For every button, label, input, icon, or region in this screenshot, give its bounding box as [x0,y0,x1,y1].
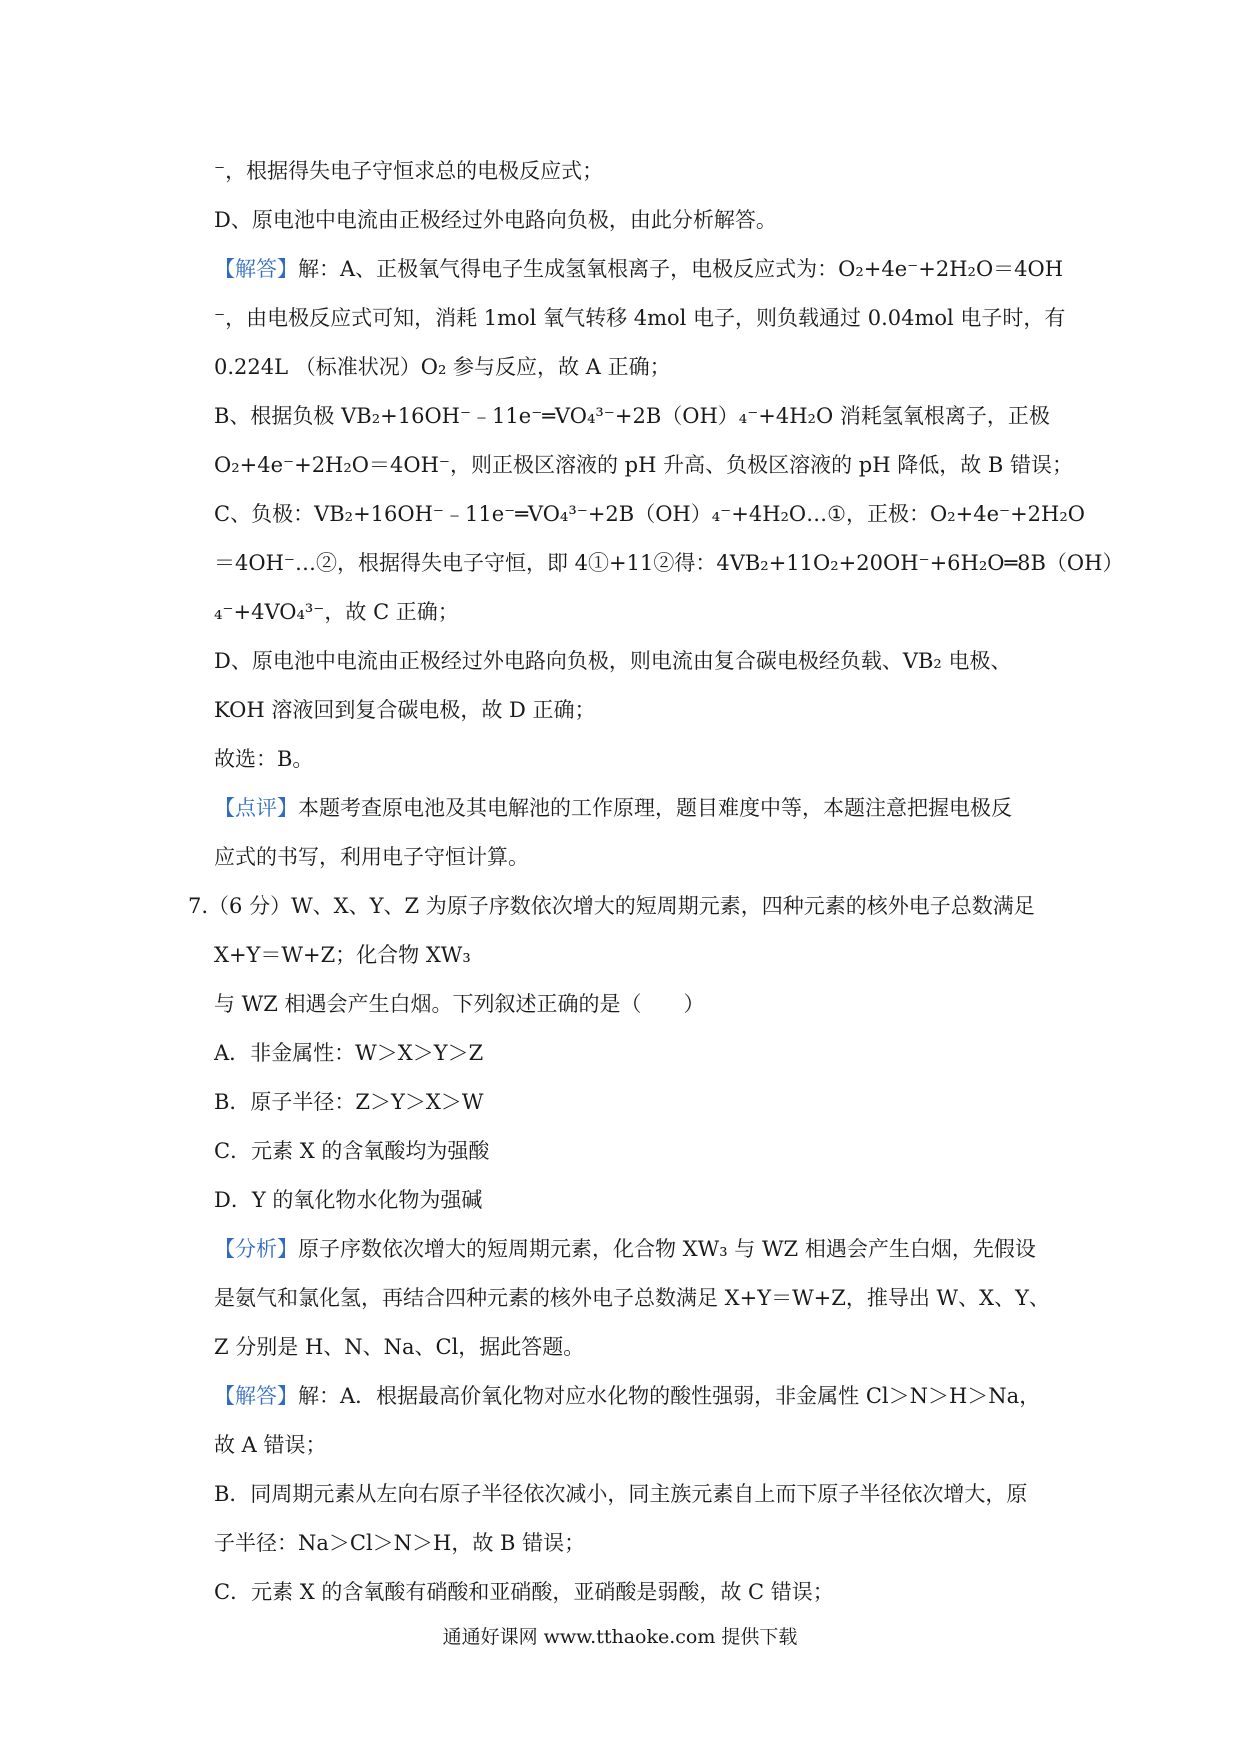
text-line: 【解答】解：A、正极氧气得电子生成氢氧根离子，电极反应式为：O₂+4e⁻+2H₂O＝4OH [214,257,1064,281]
text-line: ＝4OH⁻…②，根据得失电子守恒，即 4①+11②得：4VB₂+11O₂+20OH⁻+6H₂O═8B（OH） [214,551,1124,575]
text-line: 【点评】本题考查原电池及其电解池的工作原理，题目难度中等，本题注意把握电极反 [214,796,1012,820]
text-line: C、负极：VB₂+16OH⁻﹣11e⁻═VO₄³⁻+2B（OH）₄⁻+4H₂O…①，正极：O₂+4e⁻+2H₂O [214,502,1085,526]
text-line: C．元素 X 的含氧酸有硝酸和亚硝酸，亚硝酸是弱酸，故 C 错误； [214,1580,834,1604]
comment-tag: 【点评】 [214,796,298,820]
analysis-tag: 【分析】 [214,1237,298,1261]
text-line: ⁻，根据得失电子守恒求总的电极反应式； [214,159,604,183]
question-7-stem: 7.（6 分）W、X、Y、Z 为原子序数依次增大的短周期元素，四种元素的核外电子总数满足 [188,894,1035,918]
text-line: B．同周期元素从左向右原子半径依次减小，同主族元素自上而下原子半径依次增大，原 [214,1482,1028,1506]
text-line: 应式的书写，利用电子守恒计算。 [214,845,529,869]
text-line: 是氨气和氯化氢，再结合四种元素的核外电子总数满足 X+Y＝W+Z，推导出 W、X、Y、 [214,1286,1050,1310]
text-line: 故选：B。 [214,747,314,771]
option-d: D．Y 的氧化物水化物为强碱 [214,1188,483,1212]
option-c: C．元素 X 的含氧酸均为强酸 [214,1139,490,1163]
option-a: A．非金属性：W＞X＞Y＞Z [214,1041,484,1065]
text-line: X+Y＝W+Z；化合物 XW₃ [214,943,471,967]
text-line: 与 WZ 相遇会产生白烟。下列叙述正确的是（ ） [214,992,705,1016]
text-line: 子半径：Na＞Cl＞N＞H，故 B 错误； [214,1531,586,1555]
page-footer: 通通好课网 www.tthaoke.com 提供下载 [442,1626,798,1648]
text-line: 【分析】原子序数依次增大的短周期元素，化合物 XW₃ 与 WZ 相遇会产生白烟，先假设 [214,1237,1036,1261]
text-line: B、根据负极 VB₂+16OH⁻﹣11e⁻═VO₄³⁻+2B（OH）₄⁻+4H₂O 消耗氢氧根离子，正极 [214,404,1050,428]
text-line: D、原电池中电流由正极经过外电路向负极，则电流由复合碳电极经负载、VB₂ 电极、 [214,649,1012,673]
text-line: 0.224L （标准状况）O₂ 参与反应，故 A 正确； [214,355,671,379]
text-line: Z 分别是 H、N、Na、Cl，据此答题。 [214,1335,585,1359]
option-b: B．原子半径：Z＞Y＞X＞W [214,1090,484,1114]
text-line: D、原电池中电流由正极经过外电路向负极，由此分析解答。 [214,208,777,232]
text-line: ⁻，由电极反应式可知，消耗 1mol 氧气转移 4mol 电子，则负载通过 0.04mol 电子时，有 [214,306,1066,330]
text-line: KOH 溶液回到复合碳电极，故 D 正确； [214,698,596,722]
text-line: ₄⁻+4VO₄³⁻，故 C 正确； [214,600,459,624]
answer-tag: 【解答】 [214,257,298,281]
answer-tag: 【解答】 [214,1384,298,1408]
text-line: 【解答】解：A．根据最高价氧化物对应水化物的酸性强弱，非金属性 Cl＞N＞H＞Na， [214,1384,1041,1408]
text-line: 故 A 错误； [214,1433,327,1457]
text-line: O₂+4e⁻+2H₂O＝4OH⁻，则正极区溶液的 pH 升高、负极区溶液的 pH 降低，故 B 错误； [214,453,1073,477]
